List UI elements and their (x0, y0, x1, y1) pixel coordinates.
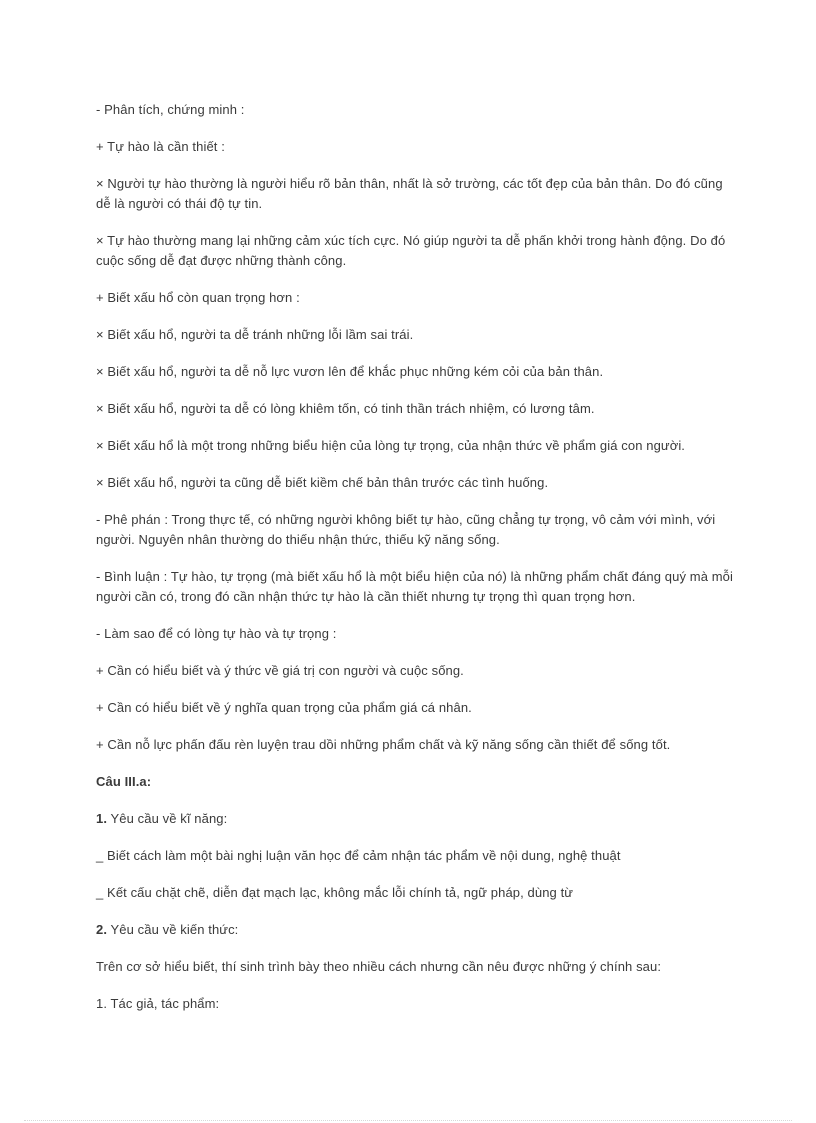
requirement-skills-number: 1. (96, 811, 108, 826)
document-page (96, 100, 736, 1031)
author-work-heading: 1. Tác giả, tác phẩm: (96, 996, 220, 1011)
paragraph-shame-point-2: × Biết xấu hổ, người ta dễ nỗ lực vươn lên để khắc phục những kém cỏi của bản thân. (96, 364, 604, 379)
paragraph-analysis-intro: - Phân tích, chứng minh : (96, 102, 245, 117)
paragraph-pride-necessary: + Tự hào là cần thiết : (96, 139, 225, 154)
paragraph-how-to-2: + Cần có hiểu biết về ý nghĩa quan trọng của phẩm giá cá nhân. (96, 700, 472, 715)
paragraph-how-to-1: + Cần có hiểu biết và ý thức về giá trị con người và cuộc sống. (96, 663, 464, 678)
paragraph-criticism: - Phê phán : Trong thực tế, có những người không biết tự hào, cũng chẳng tự trọng, vô cảm với mình, với người. Nguyên nhân thường do thiếu nhận thức, thiếu kỹ năng sống. (96, 512, 716, 547)
paragraph-how-to-3: + Cần nỗ lực phấn đấu rèn luyện trau dồi những phẩm chất và kỹ năng sống cần thiết để sống tốt. (96, 737, 671, 752)
section-heading: Câu III.a: (96, 774, 152, 789)
paragraph-commentary: - Bình luận : Tự hào, tự trọng (mà biết xấu hổ là một biểu hiện của nó) là những phẩm chất đáng quý mà mỗi người cần có, trong đó cần nhận thức tự hào là cần thiết nhưng tự trọng thì quan trọng hơn. (96, 569, 733, 604)
paragraph-shame-point-5: × Biết xấu hổ, người ta cũng dễ biết kiềm chế bản thân trước các tình huống. (96, 475, 549, 490)
requirement-knowledge-number: 2. (96, 922, 108, 937)
knowledge-intro: Trên cơ sở hiểu biết, thí sinh trình bày theo nhiều cách nhưng cần nêu được những ý chính sau: (96, 959, 662, 974)
paragraph-shame-point-4: × Biết xấu hổ là một trong những biểu hiện của lòng tự trọng, của nhận thức về phẩm giá con người. (96, 438, 686, 453)
paragraph-how-to: - Làm sao để có lòng tự hào và tự trọng : (96, 626, 337, 641)
paragraph-shame-point-1: × Biết xấu hổ, người ta dễ tránh những lỗi lầm sai trái. (96, 327, 414, 342)
paragraph-pride-point-2: × Tự hào thường mang lại những cảm xúc tích cực. Nó giúp người ta dễ phấn khởi trong hành động. Do đó cuộc sống dễ đạt được những thành công. (96, 233, 726, 268)
paragraph-pride-point-1: × Người tự hào thường là người hiểu rõ bản thân, nhất là sở trường, các tốt đẹp của bản thân. Do đó cũng dễ là người có thái độ tự tin. (96, 176, 723, 211)
page-bottom-divider (24, 1120, 792, 1121)
requirement-knowledge-text: Yêu cầu về kiến thức: (107, 922, 239, 937)
requirement-knowledge-heading (96, 920, 736, 940)
skill-item-1: _ Biết cách làm một bài nghị luận văn học để cảm nhận tác phẩm về nội dung, nghệ thuật (96, 848, 621, 863)
paragraph-shame-important: + Biết xấu hổ còn quan trọng hơn : (96, 290, 300, 305)
requirement-skills-heading (96, 809, 736, 829)
requirement-skills-text: Yêu cầu về kĩ năng: (107, 811, 228, 826)
skill-item-2: _ Kết cấu chặt chẽ, diễn đạt mạch lạc, không mắc lỗi chính tả, ngữ pháp, dùng từ (96, 885, 574, 900)
paragraph-shame-point-3: × Biết xấu hổ, người ta dễ có lòng khiêm tốn, có tinh thần trách nhiệm, có lương tâm. (96, 401, 595, 416)
